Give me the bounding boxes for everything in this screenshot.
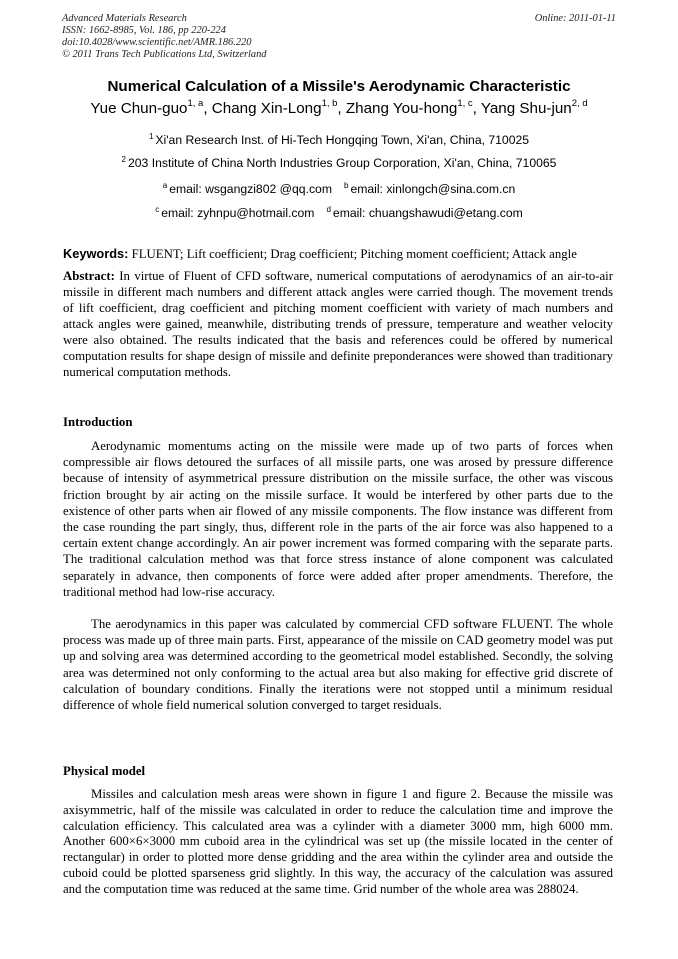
author-superscript: 1, c <box>457 98 473 109</box>
email-text: email: xinlongch@sina.com.cn <box>350 182 516 196</box>
keywords-line <box>63 246 623 262</box>
paragraph: The aerodynamics in this paper was calculated by commercial CFD software FLUENT. The whole process was made up of three main parts. First, appearance of the missile on CAD geometry model was put up and solving area was determined according to the geometrical model established. Secondly, the solving area was determined not only conforming to the actual area but also making for effective grid discrete of calculation of boundary conditions. Finally the iterations were not stopped until a minimum residual difference of whole field numerical solution converged to target residuals. <box>63 617 613 713</box>
journal-header <box>62 13 616 61</box>
paragraph: Aerodynamic momentums acting on the missile were made up of two parts of forces when compressible air flows detoured the surfaces of all missile parts, one was arosed by pressure difference because of intensity of asymmetrical pressure distribution on the missile surface, the other was viscous friction brought by air acting on the missile surface. It would be interfered by other parts due to the existence of other parts when air flowed of any missile components. The flow instance was different from the case rounding the part singly, thus, different role in the parts of the air force was also happened to a certain extent change accordingly. An air power increment was formed comparing with the separate parts. The traditional calculation method was that force stress instance of alone component was calculated separately in advance, then components of force were added after proper amendments. Therefore, the traditional method had low-rise accuracy. <box>63 439 613 599</box>
online-date: Online: 2011-01-11 <box>534 13 616 24</box>
email-superscript: a <box>162 181 168 190</box>
email-text: email: chuangshawudi@etang.com <box>332 206 523 220</box>
author-name: Yue Chun-guo <box>90 100 188 117</box>
email-text: email: wsgangzi802 @qq.com <box>169 182 332 196</box>
issn-line: ISSN: 1662-8985, Vol. 186, pp 220-224 <box>62 25 226 36</box>
affiliation-1 <box>0 133 678 147</box>
keywords-text: FLUENT; Lift coefficient; Drag coefficient; Pitching moment coefficient; Attack angle <box>128 247 577 261</box>
author-name: Zhang You-hong <box>345 100 458 117</box>
email-superscript: b <box>343 181 349 190</box>
email-row-1 <box>0 182 678 196</box>
abstract-label: Abstract: <box>63 269 115 283</box>
author-superscript: 1, a <box>187 98 204 109</box>
author-name: Yang Shu-jun <box>480 100 572 117</box>
email-superscript: d <box>326 205 331 214</box>
affiliation-superscript: 1 <box>148 132 154 141</box>
author-name: Chang Xin-Long <box>211 100 322 117</box>
paragraph: Missiles and calculation mesh areas were shown in figure 1 and figure 2. Because the missile was axisymmetric, half of the missile was calculated in order to reduce the calculation time and improve the calculation efficiency. This calculated area was a cylinder with a diameter 3000 mm, high 6000 mm. Another 600×6×3000 mm cuboid area in the cylindrical was set up (the missile located in the center of rectangular) in order to plotted more dense gridding and the area within the cylinder area and outside the cuboid could be plotted sparseness grid slightly. In this way, the accuracy of the calculation was assured and the computation time was reduced at the same time. Grid number of the whole area was 288024. <box>63 787 613 896</box>
affiliation-2 <box>0 156 678 170</box>
section-heading-physical-model: Physical model <box>63 764 146 778</box>
author-list: Yue Chun-guo$^{1, a}$, Chang Xin-Long$^{1, b}$, Zhang You-hong$^{1, c}$, Yang Shu-jun$^{2, d}$ <box>90 98 588 117</box>
section-heading-introduction: Introduction <box>63 415 133 429</box>
email-text: email: zyhnpu@hotmail.com <box>161 206 315 220</box>
copyright-line: © 2011 Trans Tech Publications Ltd, Switzerland <box>62 49 267 60</box>
affiliation-superscript: 2 <box>121 155 126 164</box>
affiliation-text: 203 Institute of China North Industries Group Corporation, Xi'an, China, 710065 <box>127 156 557 170</box>
abstract-text: In virtue of Fluent of CFD software, numerical computations of aerodynamics of an air-to-air missile in different mach numbers and different attack angles were carried though. The movement trends of lift coefficient, drag coefficient and pitching moment coefficient with variety of mach numbers and attack angles were gained, meanwhile, distributing trends of pressure, temperature and weather velocity were also obtained. The results indicated that the basis and references could be offered by numerical computation results for shape design of missile and definite preponderances were showed than traditionary numerical computation methods. <box>63 269 613 379</box>
author-superscript: 1, b <box>321 98 338 109</box>
keywords-label: Keywords: <box>63 246 129 261</box>
doi-line: doi:10.4028/www.scientific.net/AMR.186.220 <box>62 37 252 48</box>
paper-title: Numerical Calculation of a Missile's Aerodynamic Characteristic <box>107 78 571 95</box>
author-superscript: 2, d <box>571 98 588 109</box>
affiliation-text: Xi'an Research Inst. of Hi-Tech Hongqing Town, Xi'an, China, 710025 <box>155 133 530 147</box>
journal-name: Advanced Materials Research <box>62 13 187 24</box>
email-superscript: c <box>155 205 160 214</box>
email-row-2 <box>0 206 678 220</box>
abstract <box>63 268 613 380</box>
